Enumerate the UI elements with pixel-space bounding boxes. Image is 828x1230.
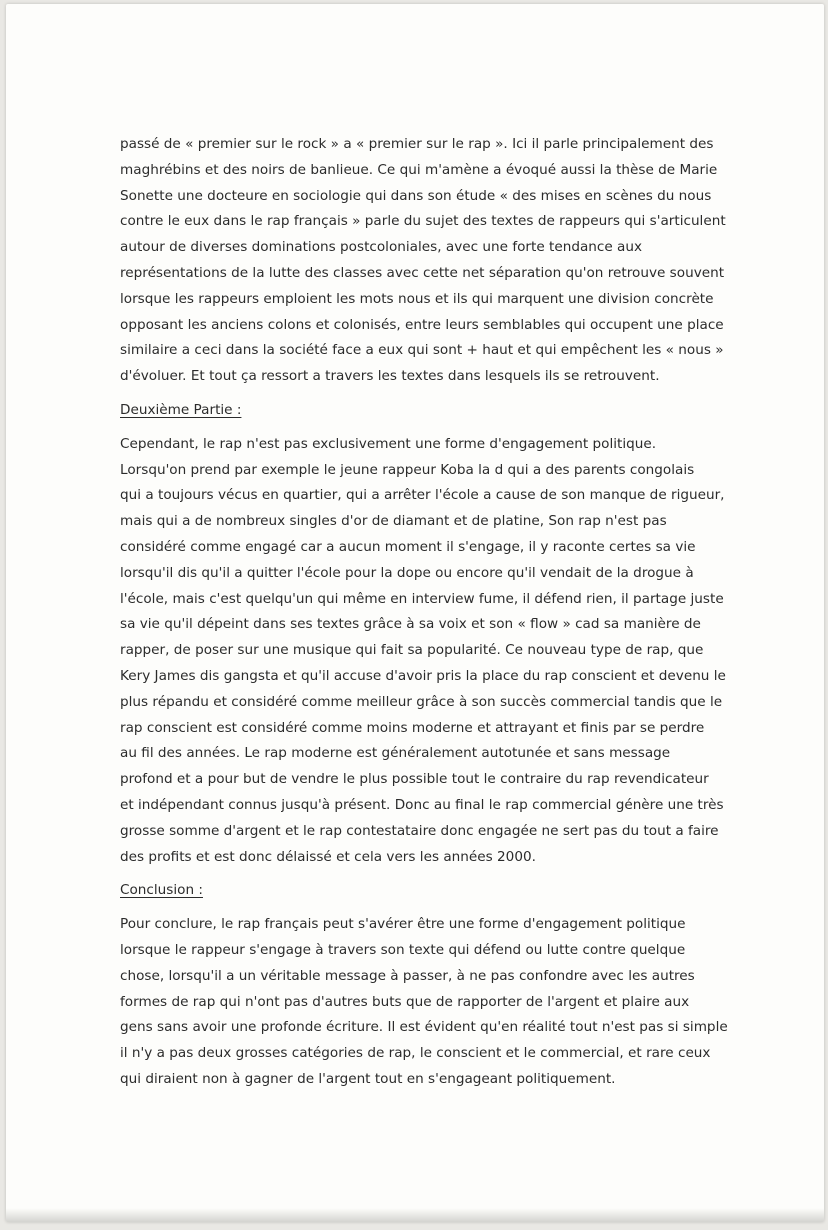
text-line: lorsqu'il dis qu'il a quitter l'école pour la dope ou encore qu'il vendait de la drogue à [120, 564, 694, 581]
paragraph-2 [120, 432, 730, 871]
text-line: passé de « premier sur le rock » a « premier sur le rap ». Ici il parle principalement des [120, 136, 714, 152]
text-line: qui diraient non à gagner de l'argent tout en s'engageant politiquement. [120, 1070, 616, 1087]
text-line: il n'y a pas deux grosses catégories de rap, le conscient et le commercial, et rare ceux [120, 1045, 711, 1062]
text-line: gens sans avoir une profonde écriture. Il est évident qu'en réalité tout n'est pas si simple [120, 1019, 728, 1036]
paragraph-1 [120, 132, 730, 390]
text-line: grosse somme d'argent et le rap contestataire donc engagée ne sert pas du tout a faire [120, 822, 719, 839]
paper-sheet [6, 4, 824, 1222]
section-heading-conclusion: Conclusion : [120, 882, 203, 899]
document-body [120, 132, 730, 1093]
text-line: rap conscient est considéré comme moins moderne et attrayant et finis par se perdre [120, 719, 705, 736]
text-line: maghrébins et des noirs de banlieue. Ce qui m'amène a évoqué aussi la thèse de Marie [120, 161, 718, 178]
text-line: autour de diverses dominations postcoloniales, avec une forte tendance aux [120, 239, 643, 256]
text-line: et indépendant connus jusqu'à présent. Donc au final le rap commercial génère une très [120, 796, 724, 813]
text-line: Sonette une docteure en sociologie qui dans son étude « des mises en scènes du nous [120, 187, 712, 204]
text-line: considéré comme engagé car a aucun moment il s'engage, il y raconte certes sa vie [120, 538, 696, 555]
text-line: Cependant, le rap n'est pas exclusivement une forme d'engagement politique. [120, 435, 657, 452]
text-line: Lorsqu'on prend par exemple le jeune rappeur Koba la d qui a des parents congolais [120, 461, 695, 478]
text-line: formes de rap qui n'ont pas d'autres buts que de rapporter de l'argent et plaire aux [120, 993, 690, 1010]
text-line: plus répandu et considéré comme meilleur grâce à son succès commercial tandis que le [120, 693, 723, 710]
text-line: opposant les anciens colons et colonisés, entre leurs semblables qui occupent une place [120, 316, 724, 333]
text-line: chose, lorsqu'il a un véritable message à passer, à ne pas confondre avec les autres [120, 967, 695, 984]
text-line: l'école, mais c'est quelqu'un qui même en interview fume, il défend rien, il partage juste [120, 590, 724, 607]
text-line: d'évoluer. Et tout ça ressort a travers les textes dans lesquels ils se retrouvent. [120, 368, 660, 385]
section-heading-deuxieme-partie: Deuxième Partie : [120, 401, 242, 418]
paragraph-3 [120, 912, 730, 1093]
text-line: lorsque le rappeur s'engage à travers son texte qui défend ou lutte contre quelque [120, 941, 686, 958]
text-line: profond et a pour but de vendre le plus possible tout le contraire du rap revendicateur [120, 771, 709, 788]
text-line: mais qui a de nombreux singles d'or de diamant et de platine, Son rap n'est pas [120, 513, 667, 530]
text-line: représentations de la lutte des classes avec cette net séparation qu'on retrouve souvent [120, 264, 725, 281]
text-line: des profits et est donc délaissé et cela vers les années 2000. [120, 848, 536, 865]
text-line: sa vie qu'il dépeint dans ses textes grâce à sa voix et son « flow » cad sa manière de [120, 616, 701, 633]
text-line: rapper, de poser sur une musique qui fait sa popularité. Ce nouveau type de rap, que [120, 642, 704, 659]
text-line: Pour conclure, le rap français peut s'avérer être une forme d'engagement politique [120, 916, 686, 933]
text-line: lorsque les rappeurs emploient les mots nous et ils qui marquent une division concrète [120, 290, 714, 307]
text-line: similaire a ceci dans la société face a eux qui sont + haut et qui empêchent les « nous » [120, 342, 724, 359]
text-line: contre le eux dans le rap français » parle du sujet des textes de rappeurs qui s'articulent [120, 213, 726, 230]
text-line: au fil des années. Le rap moderne est généralement autotunée et sans message [120, 745, 671, 762]
text-line: qui a toujours vécus en quartier, qui a arrêter l'école a cause de son manque de rigueur, [120, 487, 725, 504]
text-line: Kery James dis gangsta et qu'il accuse d'avoir pris la place du rap conscient et devenu le [120, 667, 726, 684]
